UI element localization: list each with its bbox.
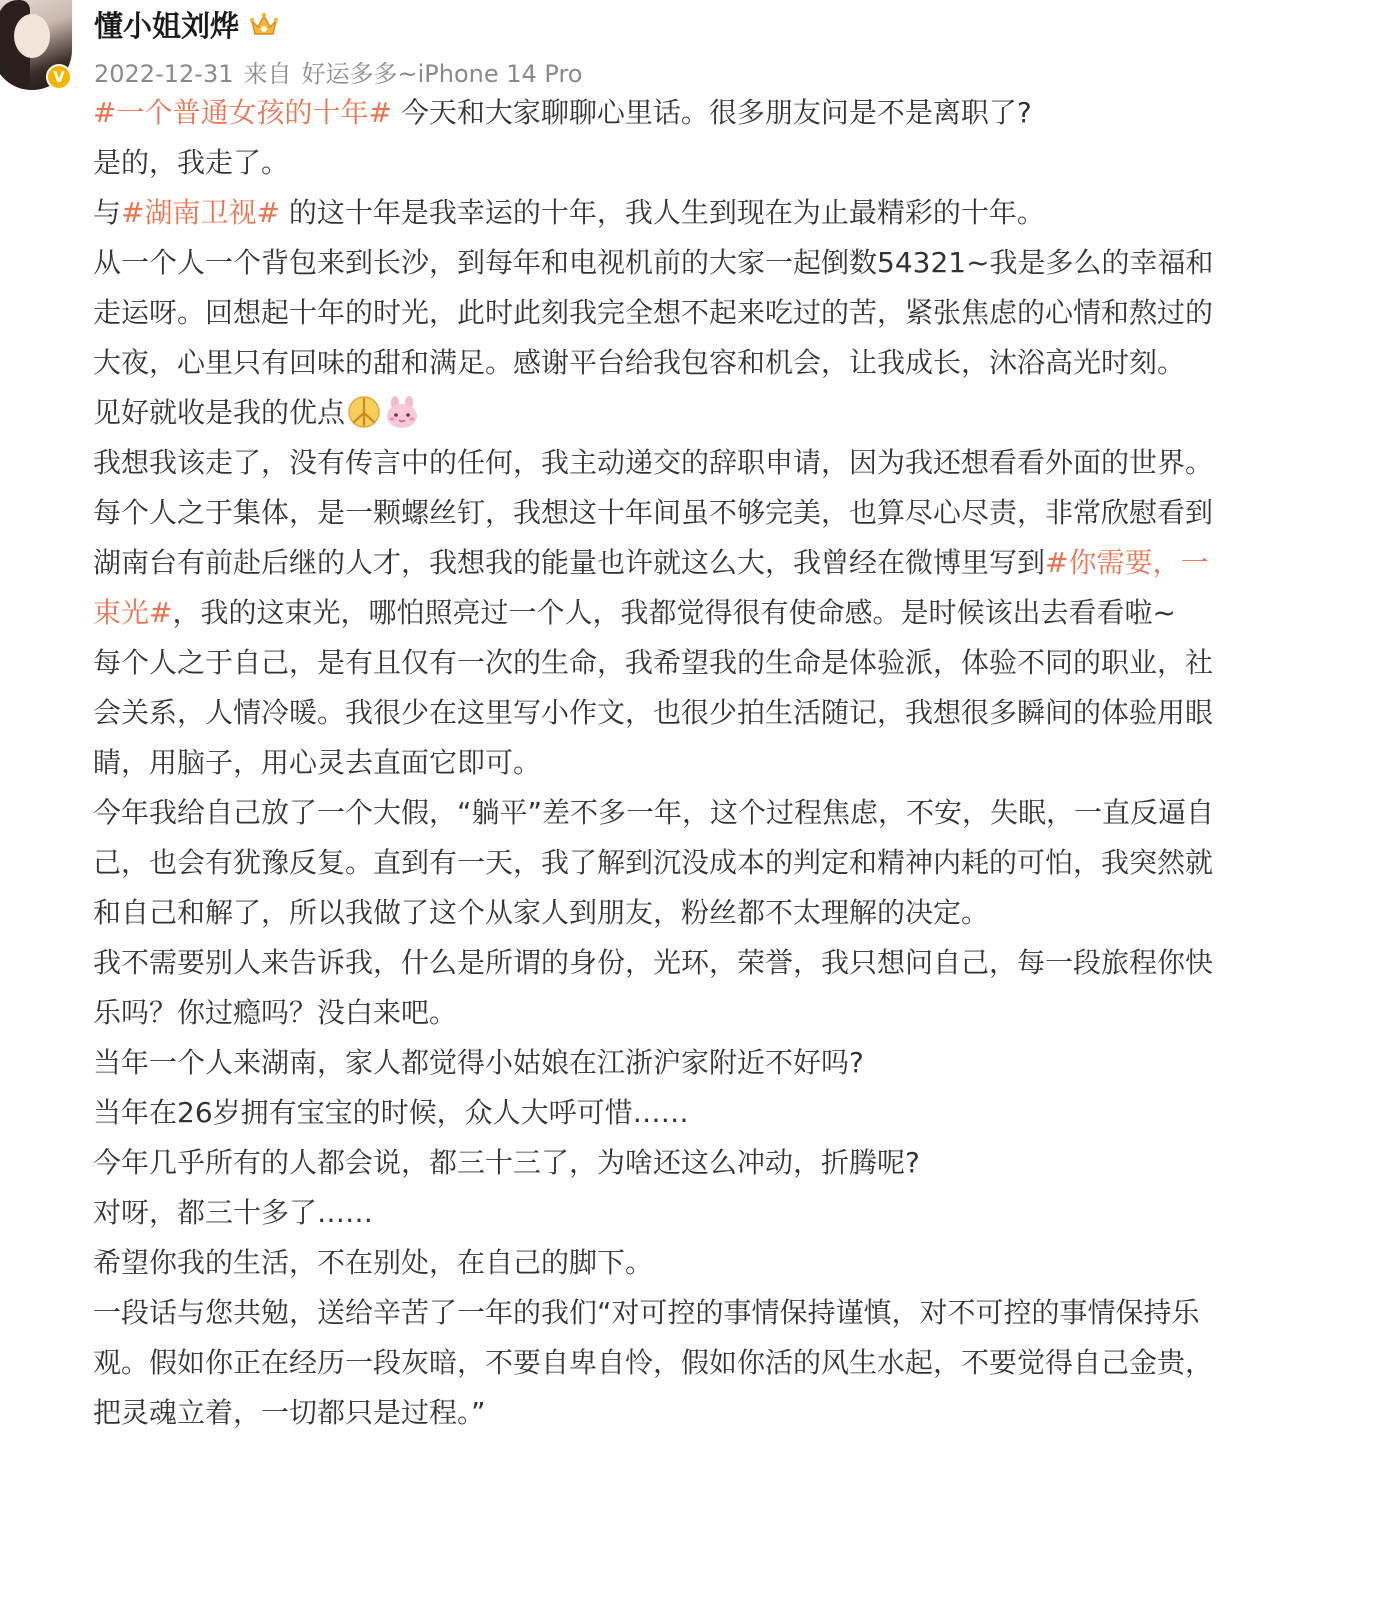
username-row [94,4,279,45]
paragraph-15: 希望你我的生活，不在别处，在自己的脚下。 [93,1246,654,1279]
peace-emoji-icon [347,395,381,429]
paragraph-6: 我想我该走了，没有传言中的任何，我主动递交的辞职申请，因为我还想看看外面的世界。 [93,446,1214,479]
paragraph-1 [93,88,1233,138]
paragraph-13: 今年几乎所有的人都会说，都三十三了，为啥还这么冲动，折腾呢? [93,1146,920,1179]
hashtag-link[interactable]: #一个普通女孩的十年# [93,96,392,129]
paragraph-5 [93,388,1233,438]
crown-icon [249,12,279,38]
paragraph-14: 对呀，都三十多了…… [93,1196,374,1229]
post-date: 2022-12-31 [94,60,234,88]
paragraph-7 [93,488,1233,638]
paragraph-4: 从一个人一个背包来到长沙，到每年和电视机前的大家一起倒数54321~我是多么的幸福和走运呀。回想起十年的时光，此时此刻我完全想不起来吃过的苦，紧张焦虑的心情和熬过的大夜，心里只有回味的甜和满足。感谢平台给我包容和机会，让我成长，沐浴高光时刻。 [93,246,1214,379]
paragraph-12: 当年在26岁拥有宝宝的时候，众人大呼可惜…… [93,1096,689,1129]
paragraph-8: 每个人之于自己，是有且仅有一次的生命，我希望我的生命是体验派，体验不同的职业，社会关系，人情冷暖。我很少在这里写小作文，也很少拍生活随记，我想很多瞬间的体验用眼睛，用脑子，用心灵去直面它即可。 [93,646,1214,779]
paragraph-text: 每个人之于集体，是一颗螺丝钉，我想这十年间虽不够完美，也算尽心尽责，非常欣慰看到湖南台有前赴后继的人才，我想我的能量也许就这么大，我曾经在微博里写到 [93,496,1214,579]
avatar-face [14,14,50,58]
paragraph-text: 与 [93,196,122,229]
post-content [93,88,1233,1438]
paragraph-text: 的这十年是我幸运的十年，我人生到现在为止最精彩的十年。 [279,196,1045,229]
paragraph-2: 是的，我走了。 [93,146,290,179]
paragraph-3 [93,188,1233,238]
verified-badge-icon: V [46,64,72,90]
post-source[interactable]: 好运多多~iPhone 14 Pro [301,60,583,88]
paragraph-text: 今天和大家聊聊心里话。很多朋友问是不是离职了? [391,96,1032,129]
paragraph-text: 见好就收是我的优点 [93,396,346,429]
paragraph-text: ，我的这束光，哪怕照亮过一个人，我都觉得很有使命感。是时候该出去看看啦~ [172,596,1176,629]
pink-bunny-emoji-icon [385,395,419,429]
paragraph-10: 我不需要别人来告诉我，什么是所谓的身份，光环，荣誉，我只想问自己，每一段旅程你快乐吗？你过瘾吗？没白来吧。 [93,946,1214,1029]
paragraph-9: 今年我给自己放了一个大假，“躺平”差不多一年，这个过程焦虑，不安，失眠，一直反逼自己，也会有犹豫反复。直到有一天，我了解到沉没成本的判定和精神内耗的可怕，我突然就和自己和解了，所以我做了这个从家人到朋友，粉丝都不太理解的决定。 [93,796,1215,929]
paragraph-11: 当年一个人来湖南，家人都觉得小姑娘在江浙沪家附近不好吗? [93,1046,864,1079]
hashtag-link[interactable]: #你需要，一束光# [93,546,1209,629]
paragraph-16: 一段话与您共勉，送给辛苦了一年的我们“对可控的事情保持谨慎，对不可控的事情保持乐观。假如你正在经历一段灰暗，不要自卑自怜，假如你活的风生水起，不要觉得自己金贵，把灵魂立着，一切都只是过程。” [93,1296,1214,1429]
username[interactable]: 懂小姐刘烨 [94,9,240,43]
hashtag-link[interactable]: #湖南卫视# [121,196,280,229]
source-prefix: 来自 [243,60,292,88]
post-meta [94,54,592,89]
